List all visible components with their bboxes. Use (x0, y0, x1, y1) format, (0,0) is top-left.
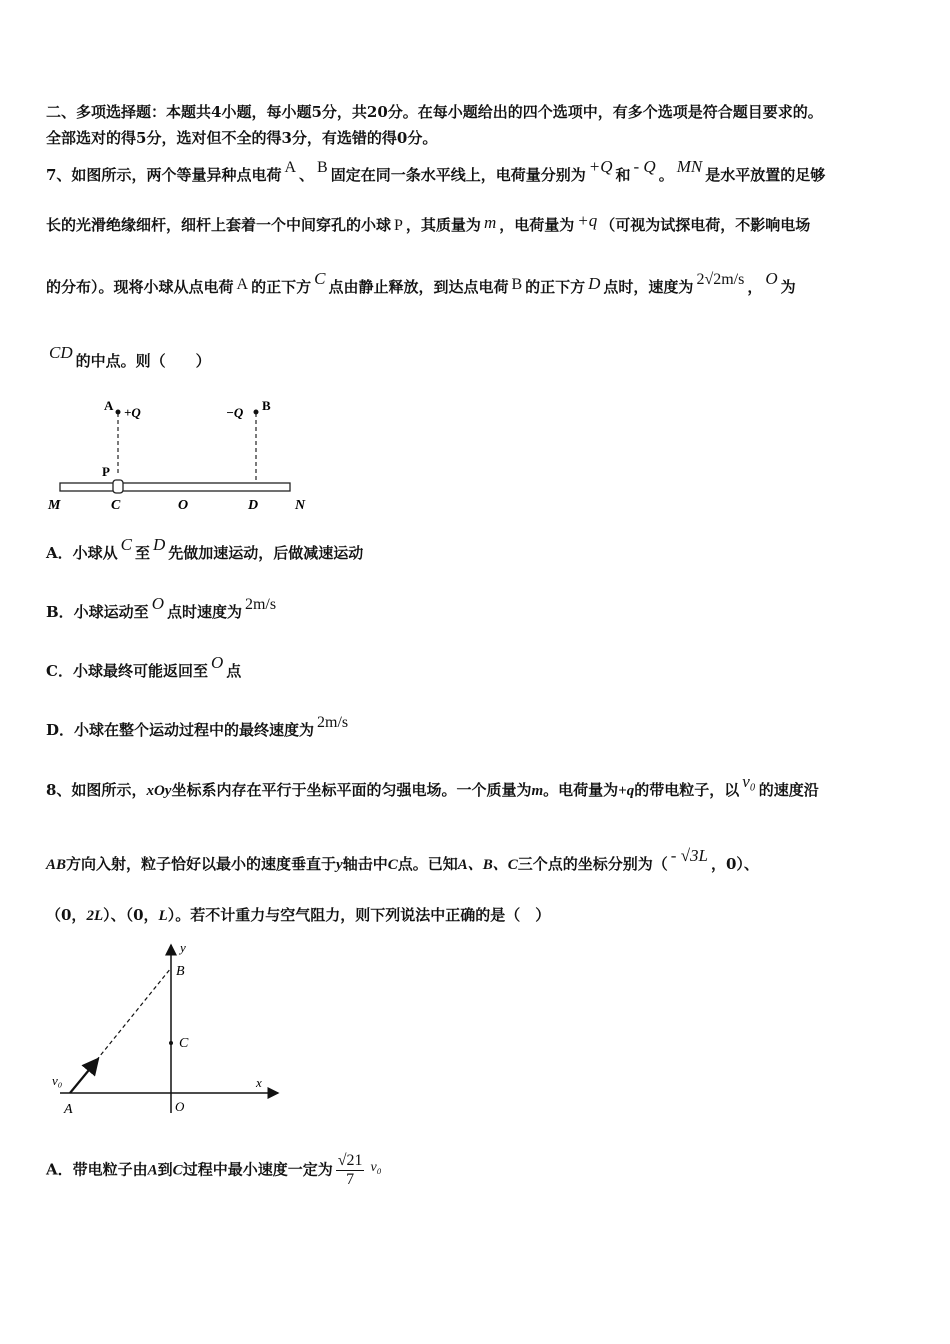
q7-option-a: A．小球从 C 至 D 先做加速运动，后做减速运动 (46, 535, 364, 562)
label-C: C (179, 1036, 189, 1051)
fraction: $\frac{√21}{7}$ (337, 1152, 363, 1188)
label-M: M (48, 498, 61, 513)
q8-line2: AB方向入射，粒子恰好以最小的速度垂直于y轴击中C点。已知A、B、C三个点的坐标分别为（ - √3L ，0）、 (46, 846, 759, 873)
charge-a-dot (116, 410, 121, 415)
q7-line4: CD 的中点。则（ ） (49, 343, 211, 370)
section-header-line2: 全部选对的得5分，选对但不全的得3分，有选错的得0分。 (46, 129, 438, 147)
label-minusQ: −Q (226, 405, 244, 420)
label-A: A (64, 1102, 73, 1117)
q8-line3: （0，2L）、（0，L）。若不计重力与空气阻力，则下列说法中正确的是（ ） (46, 906, 551, 924)
q7-option-b: B．小球运动至 O 点时速度为 2m/s (46, 594, 277, 621)
point-c (169, 1041, 173, 1045)
q7-option-d: D．小球在整个运动过程中的最终速度为 2m/s (46, 714, 349, 739)
q8-figure (40, 935, 290, 1125)
label-O: O (175, 1099, 185, 1114)
velocity-arrow (70, 1059, 98, 1093)
q7-option-c: C．小球最终可能返回至 O 点 (46, 653, 242, 680)
label-v0: v₀ (52, 1073, 63, 1088)
label-N: N (295, 498, 306, 513)
label-plusQ: +Q (124, 405, 141, 420)
label-C: C (111, 498, 121, 513)
label-A: A (104, 398, 114, 413)
label-y: y (180, 940, 186, 955)
section-header-line1: 二、多项选择题：本题共4小题，每小题5分，共20分。在每小题给出的四个选项中，有多个选项是符合题目要求的。 (46, 103, 823, 121)
label-x: x (256, 1075, 262, 1090)
q8-option-a: A．带电粒子由A到C过程中最小速度一定为 $\frac{√21}{7}$ v₀ (46, 1152, 382, 1188)
q7-line1: 7、如图所示，两个等量异种点电荷 A 、 B 固定在同一条水平线上，电荷量分别为 +Q 和 - Q 。 MN 是水平放置的足够 (46, 157, 826, 184)
label-B: B (176, 964, 185, 979)
q7-figure (40, 392, 330, 518)
ball-p (113, 480, 123, 493)
q7-line2: 长的光滑绝缘细杆，细杆上套着一个中间穿孔的小球 P ，其质量为 m ，电荷量为 +q （可视为试探电荷，不影响电场 (46, 211, 811, 234)
label-O: O (178, 498, 189, 513)
q7-line3: 的分布）。现将小球从点电荷 A 的正下方 C 点由静止释放，到达点电荷 B 的正下方 D 点时，速度为 2√2m/s ， O 为 (46, 269, 796, 296)
q8-line1: 8、如图所示，xOy坐标系内存在平行于坐标平面的匀强电场。一个质量为m。电荷量为+q的带电粒子，以 v₀ 的速度沿 (46, 772, 819, 799)
label-P: P (102, 464, 110, 479)
insulating-rod (60, 483, 290, 491)
label-B: B (262, 398, 271, 413)
label-D: D (248, 498, 259, 513)
charge-b-dot (254, 410, 259, 415)
